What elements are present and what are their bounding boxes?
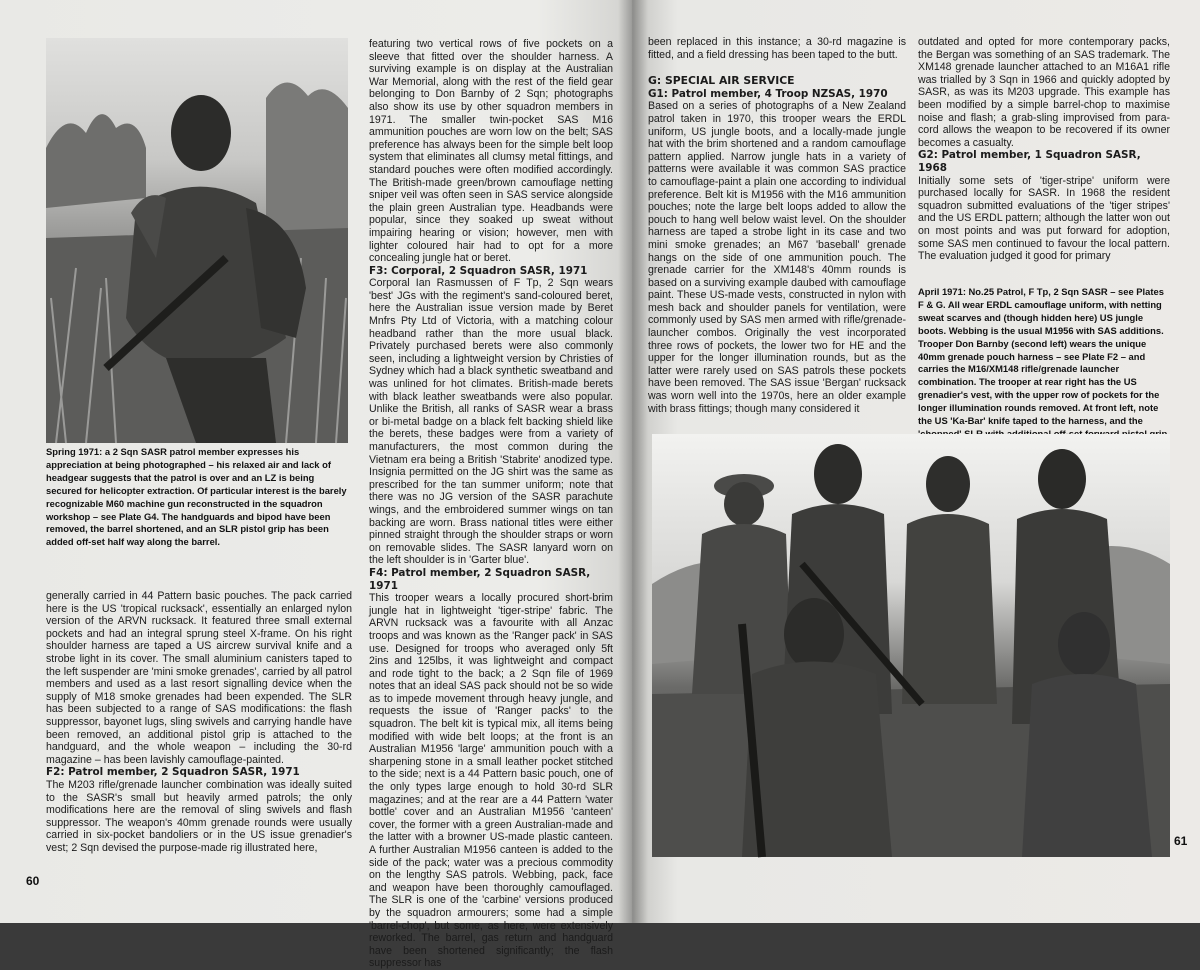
right-caption-text: April 1971: No.25 Patrol, F Tp, 2 Sqn SASR – see Plates F & G. All wear ERDL camouflage uniform, with netting sweat scarves and (though hidden here) US jungle boots. Webbing is the usual M1956 with SAS additions. Trooper Don Barnby (second left) wears the unique 40mm grenade pouch harness – see Plate F2 – and carries the M16/XM148 rifle/grenade launcher combination. The trooper at rear right has the US grenadier's vest, with the upper row of pockets for the longer illumination rounds removed. At front left, note the US 'Ka-Bar' knife taped to the harness, and the (918, 286, 1164, 427)
col3-paragraph-0: been replaced in this instance; a 30-rd magazine is fitted, and a field dressing has been taped to the butt. (648, 36, 906, 61)
col4-paragraph-1: outdated and opted for more contemporary packs, the Bergan was something of an SAS trademark. The XM148 grenade launcher attached to an M16A1 rifle was trialled by 3 Sqn in 1966 and quickly adopted by SASR, as was its M203 upgrade. This example has been modified by a simple barrel-chop to maximise noise and flash; a grab-sling improvised from para-cord allows the weapon to be recovered if its owner becomes a casualty. (918, 36, 1170, 149)
left-page-number: 60 (26, 874, 40, 888)
right-page (632, 0, 1200, 923)
col3-paragraph-1: Based on a series of photographs of a New Zealand patrol taken in 1970, this trooper wears the ERDL uniform, US jungle boots, and a locally-made jungle hat with the brim shortened and a random camouflage pattern applied. Narrow jungle hats in a variety of patterns were available it was common SAS practice to camouflage-paint a plain one according to individual preference. Belt kit is M1956 with the M16 ammunition pouches; note the large belt loops added to allow the pouch to hang well below waist level. On the shoulder harness are taped a strobe light in its case and two mini smoke grenades; an M67 'baseball' grenade hangs on the side of one ammunition pouch. The grenade carrier for the XM148's 40mm rounds is based on a surviving example daubed with camouflage paint. These US-made vests, constructed in nylon with mesh back and shoulder panels for ventilation, were commonly used by SAS men armed with rifle/grenade-launcher combos. Originally the vest incorporated three rows of pockets, the lower two for HE and the upper for the longer illumination rounds, but as the latter were rarely used on SAS patrols these pockets have been removed. The SAS issue 'Bergan' rucksack was worn well into the 1970s, here an older example with brass fittings; though many considered it (648, 100, 906, 415)
left-column-1 (46, 590, 352, 892)
patrol-member-image (46, 38, 348, 443)
heading-g1: G1: Patrol member, 4 Troop NZSAS, 1970 (648, 87, 888, 100)
heading-g2: G2: Patrol member, 1 Squadron SASR, 1968 (918, 149, 1141, 174)
patrol-group-photo (652, 434, 1170, 857)
section-heading-sas: G: SPECIAL AIR SERVICE (648, 74, 795, 88)
col2-paragraph-2: Corporal Ian Rasmussen of F Tp, 2 Sqn wears 'best' JGs with the regiment's sand-coloured beret, here the Australian issue version made by Beret Mnfrs Pty Ltd of Victoria, with a matching colour headband rather than the more usual black. Privately purchased berets were also commonly seen, including a lightweight version by Christies of Sydney which had a black synthetic sweatband and was unlined for hot climates. British-made berets with black leather sweatbands were also popular. Unlike the British, all ranks of SASR wear a brass or bi-metal badge on a black felt backing shield like the berets, these badges were from a variety of manufacturers, the most common during the Vietnam era being a British 'Stabrite' anodized type. Insignia permitted on the JG shirt was the same as prescribed for the tan summer uniform; note that there was no JG version of the SASR parachute wings, and the embroidered summer wings on tan backing are worn. Brass national titles were either pinned straight through the shoulder straps or worn on removable slides. The SASR lanyard worn on the left shoulder is in 'Garter blue'. (369, 277, 613, 567)
left-column-2 (369, 38, 613, 970)
right-column-3 (648, 36, 906, 434)
heading-f2: F2: Patrol member, 2 Squadron SASR, 1971 (46, 766, 300, 779)
col1-paragraph-1: generally carried in 44 Pattern basic pouches. The pack carried here is the US 'tropical rucksack', essentially an enlarged nylon version of the ARVN rucksack. It featured three small external pockets and had an integral sprung steel X-frame. On his right shoulder harness are taped a US aircrew survival knife and a strobe light in its cover. The small aluminium canisters taped to the left suspender are 'mini smoke grenades', carried by all patrol members and used as a last resort signalling device when the supply of M18 smoke grenades had been expended. The SLR has been subjected to a range of SAS modifications: the flash suppressor, bayonet lugs, sling swivels and carrying handle have been removed, an additional pistol grip is attached to the handguard, and the whole weapon – including the 30-rd magazine – has been lavishly camouflage-painted. (46, 590, 352, 766)
col2-paragraph-3: This trooper wears a locally procured short-brim jungle hat in lightweight 'tiger-stripe' fabric. The ARVN rucksack was a favourite with all Anzac troops and was known as the 'Ranger pack' in SAS use. Designed for troops who averaged only 5ft 2ins and 125lbs, it was lightweight and compact and rode tight to the back; a 2 Sqn file of 1969 notes that an ideal SAS pack should not be so wide as to impede movement through heavy jungle, and requests the issue of 'Ranger packs' to the squadron. The belt kit is typical mix, all items being modified with wide belt loops; at the front is an Australian M1956 'large' ammunition pouch with a sharpening stone in a small leather pocket stitched to the side; next is a 44 Pattern basic pouch, one of the only types large enough to hold 30-rd SLR magazines; and at the rear are a 44 Pattern 'water bottle' cover and an Australian M1956 'canteen' cover, the former with a green Australian-made and the latter with a browner US-made plastic canteen. A further Australian M1956 canteen is added to the side of the pack; water was a precious commodity on the lengthy SAS patrols. Webbing, pack, face and weapon have been thoroughly camouflaged. The SLR is one of the 'carbine' versions produced by the squadron armourers; some had a simple 'barrel-chop', but some, as here, were extensively reworked. The barrel, gas return and handguard have been shortened significantly; the flash suppressor has (369, 592, 613, 970)
right-photo-caption (918, 286, 1170, 434)
right-column-4 (918, 36, 1170, 276)
col4-paragraph-2: Initially some sets of 'tiger-stripe' uniform were purchased locally for SASR. In 1968 the resident squadron submitted evaluations of the 'tiger stripes' and the US ERDL pattern; although the latter won out on most points and was put forward for adoption, some SAS men continued to favour the local pattern. The evaluation judged it good for primary (918, 174, 1170, 263)
book-gutter (618, 0, 648, 923)
patrol-member-photo (46, 38, 348, 443)
left-photo-caption (46, 446, 352, 586)
heading-f4: F4: Patrol member, 2 Squadron SASR, 1971 (369, 566, 591, 592)
patrol-group-image (652, 434, 1170, 857)
heading-f3: F3: Corporal, 2 Squadron SASR, 1971 (369, 264, 588, 277)
col2-paragraph-1: featuring two vertical rows of five pockets on a sleeve that fitted over the shoulder harness. A surviving example is on display at the Australian War Memorial, along with the rest of the field gear belonging to Don Barnby of 2 Sqn; photographs also show its use by other squadron members in 1971. The smaller twin-pocket SAS M16 ammunition pouches are worn low on the belt; SAS preference has always been for the simple belt loop system that eliminates all clumsy metal fittings, and standard pouches were often modified accordingly. The British-made green/brown camouflage netting sniper veil was often seen in SAS service alongside the plain green Australian type. Headbands were popular, since they soaked up sweat without impairing hearing or vision; however, men with lighter coloured hair had to opt for a more concealing jungle hat or beret. (369, 38, 613, 265)
col1-paragraph-2: The M203 rifle/grenade launcher combination was ideally suited to the SASR's small but heavily armed patrols; the only modifications here are the removal of sling swivels and flash suppressor. The weapon's 40mm grenade rounds were usually carried in six-pocket bandoliers or in the US issue grenadier's vest; 2 Sqn devised the purpose-made rig illustrated here, (46, 778, 352, 854)
left-caption-text: Spring 1971: a 2 Sqn SASR patrol member expresses his appreciation at being photographed – his relaxed air and lack of headgear suggests that the patrol is over and an LZ is being secured for helicopter extraction. Of particular interest is the barely recognizable M60 machine gun reconstructed in the squadron workshop – see Plate G4. The handguards and bipod have been removed, the barrel shortened, and an SLR pistol grip has been added off-set half way along the barrel. (46, 446, 347, 548)
right-page-number: 61 (1174, 834, 1188, 848)
